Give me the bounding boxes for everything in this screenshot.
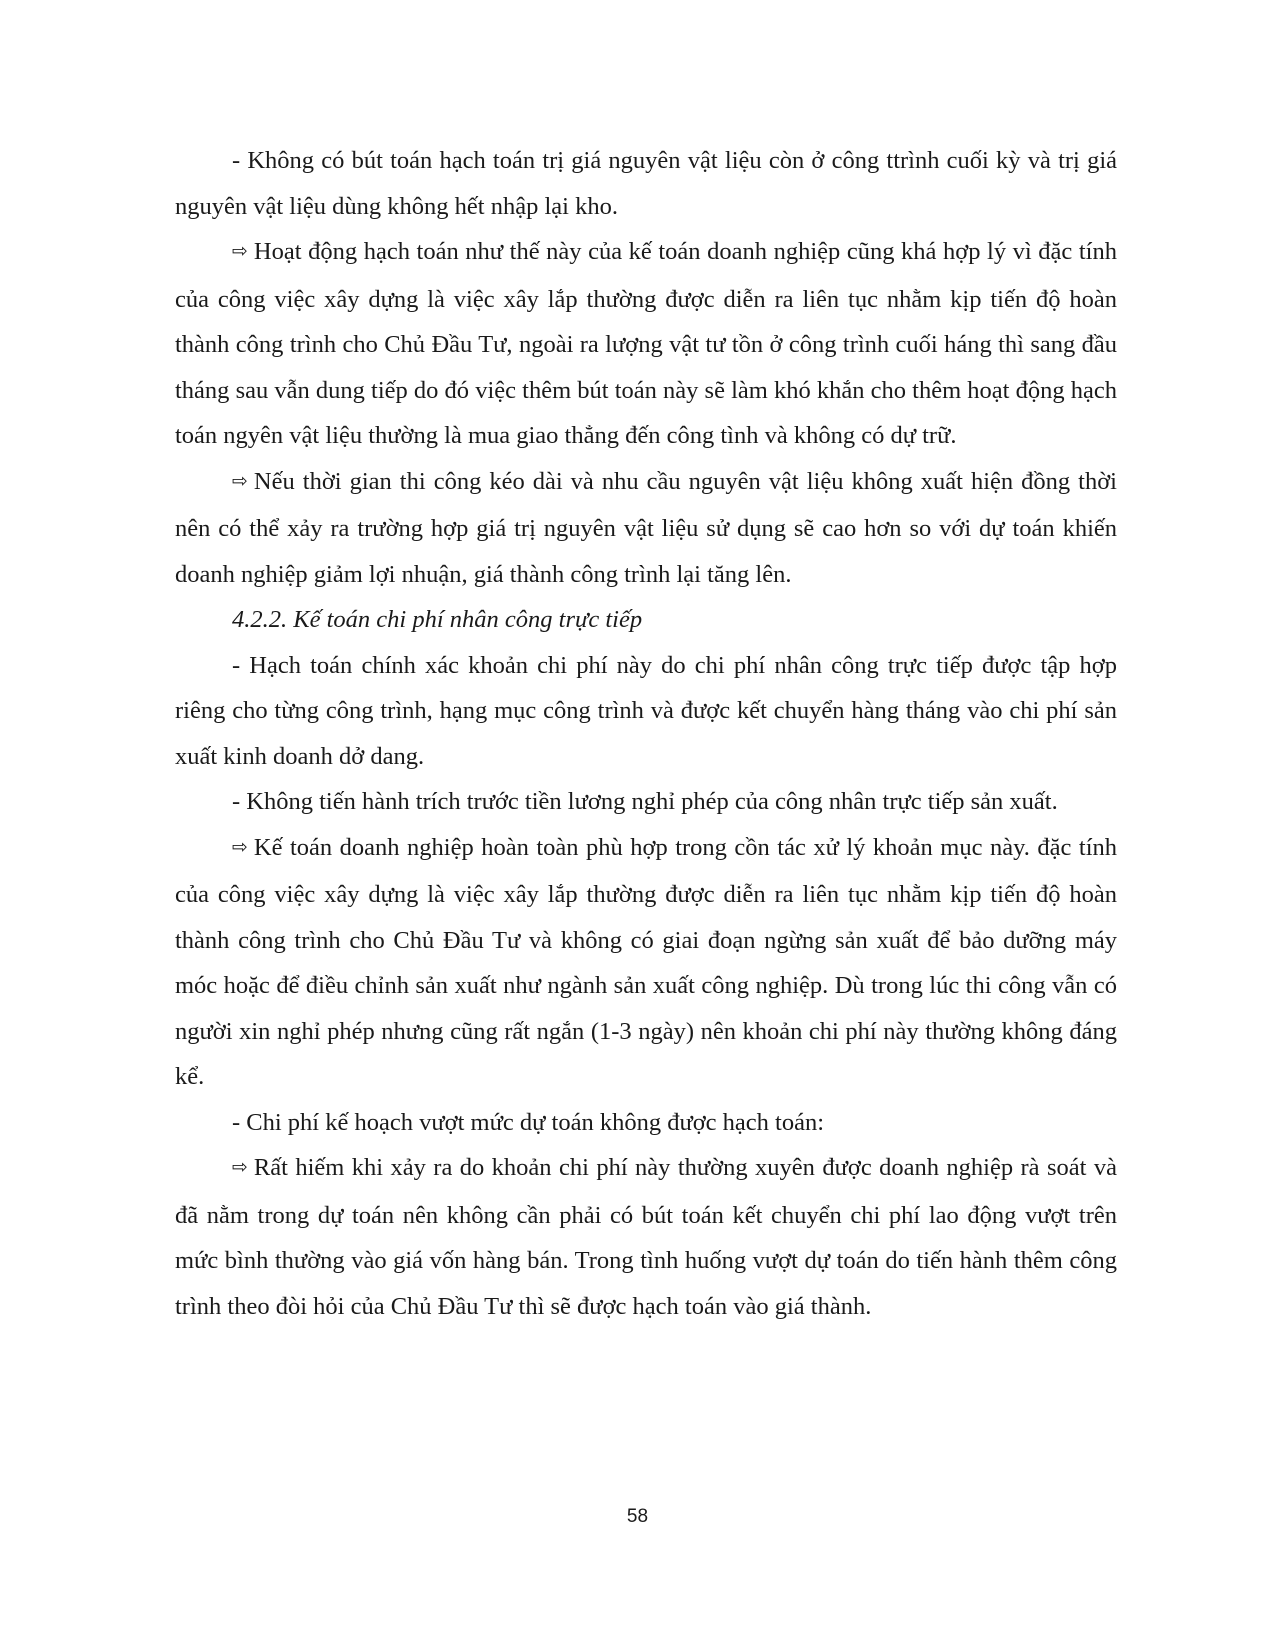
- paragraph-arrow-2: [175, 459, 1117, 598]
- paragraph-text: Kế toán doanh nghiệp hoàn toàn phù hợp trong cồn tác xử lý khoản mục này. đặc tính của công việc xây dựng là việc xây lắp thường được diễn ra liên tục nhằm kịp tiến độ hoàn thành công trình cho Chủ Đầu Tư và không có giai đoạn ngừng sản xuất để bảo dưỡng máy móc hoặc để điều chỉnh sản xuất như ngành sản xuất công nghiệp. Dù trong lúc thi công vẫn có người xin nghỉ phép nhưng cũng rất ngắn (1-3 ngày) nên khoản chi phí này thường không đáng kể.: [175, 833, 1117, 1090]
- page-number: 58: [626, 1506, 649, 1527]
- paragraph-arrow-4: [175, 1145, 1117, 1329]
- arrow-right-icon: ⇨: [232, 240, 248, 262]
- paragraph-text: Nếu thời gian thi công kéo dài và nhu cầu nguyên vật liệu không xuất hiện đồng thời nên có thể xảy ra trường hợp giá trị nguyên vật liệu sử dụng sẽ cao hơn so với dự toán khiến doanh nghiệp giảm lợi nhuận, giá thành công trình lại tăng lên.: [175, 467, 1117, 588]
- paragraph-arrow-3: [175, 825, 1117, 1100]
- arrow-right-icon: ⇨: [232, 469, 248, 492]
- paragraph-text: Rất hiếm khi xảy ra do khoản chi phí này thường xuyên được doanh nghiệp rà soát và đã nằm trong dự toán nên không cần phải có bút toán kết chuyển chi phí lao động vượt trên mức bình thường vào giá vốn hàng bán. Trong tình huống vượt dự toán do tiến hành thêm công trình theo đòi hỏi của Chủ Đầu Tư thì sẽ được hạch toán vào giá thành.: [175, 1154, 1117, 1320]
- document-body: [175, 138, 1117, 1329]
- paragraph-dash-4: - Chi phí kế hoạch vượt mức dự toán không được hạch toán:: [232, 1108, 825, 1136]
- paragraph-arrow-1: [175, 229, 1117, 459]
- paragraph-dash-2: - Hạch toán chính xác khoản chi phí này do chi phí nhân công trực tiếp được tập hợp riêng cho từng công trình, hạng mục công trình và được kết chuyển hàng tháng vào chi phí sản xuất kinh doanh dở dang.: [175, 651, 1117, 770]
- paragraph-dash-3: - Không tiến hành trích trước tiền lương nghỉ phép của công nhân trực tiếp sản xuất.: [232, 788, 1058, 815]
- section-heading: 4.2.2. Kế toán chi phí nhân công trực tiếp: [232, 606, 643, 633]
- paragraph-dash-1: - Không có bút toán hạch toán trị giá nguyên vật liệu còn ở công ttrình cuối kỳ và trị giá nguyên vật liệu dùng không hết nhập lại kho.: [175, 147, 1117, 220]
- paragraph-text: Hoạt động hạch toán như thế này của kế toán doanh nghiệp cũng khá hợp lý vì đặc tính của công việc xây dựng là việc xây lắp thường được diễn ra liên tục nhằm kịp tiến độ hoàn thành công trình cho Chủ Đầu Tư, ngoài ra lượng vật tư tồn ở công trình cuối háng thì sang đầu tháng sau vẫn dung tiếp do đó việc thêm bút toán này sẽ làm khó khắn cho thêm hoạt động hạch toán ngyên vật liệu thường là mua giao thẳng đến công tình và không có dự trữ.: [175, 238, 1117, 449]
- arrow-right-icon: ⇨: [232, 1156, 248, 1178]
- arrow-right-icon: ⇨: [232, 835, 248, 858]
